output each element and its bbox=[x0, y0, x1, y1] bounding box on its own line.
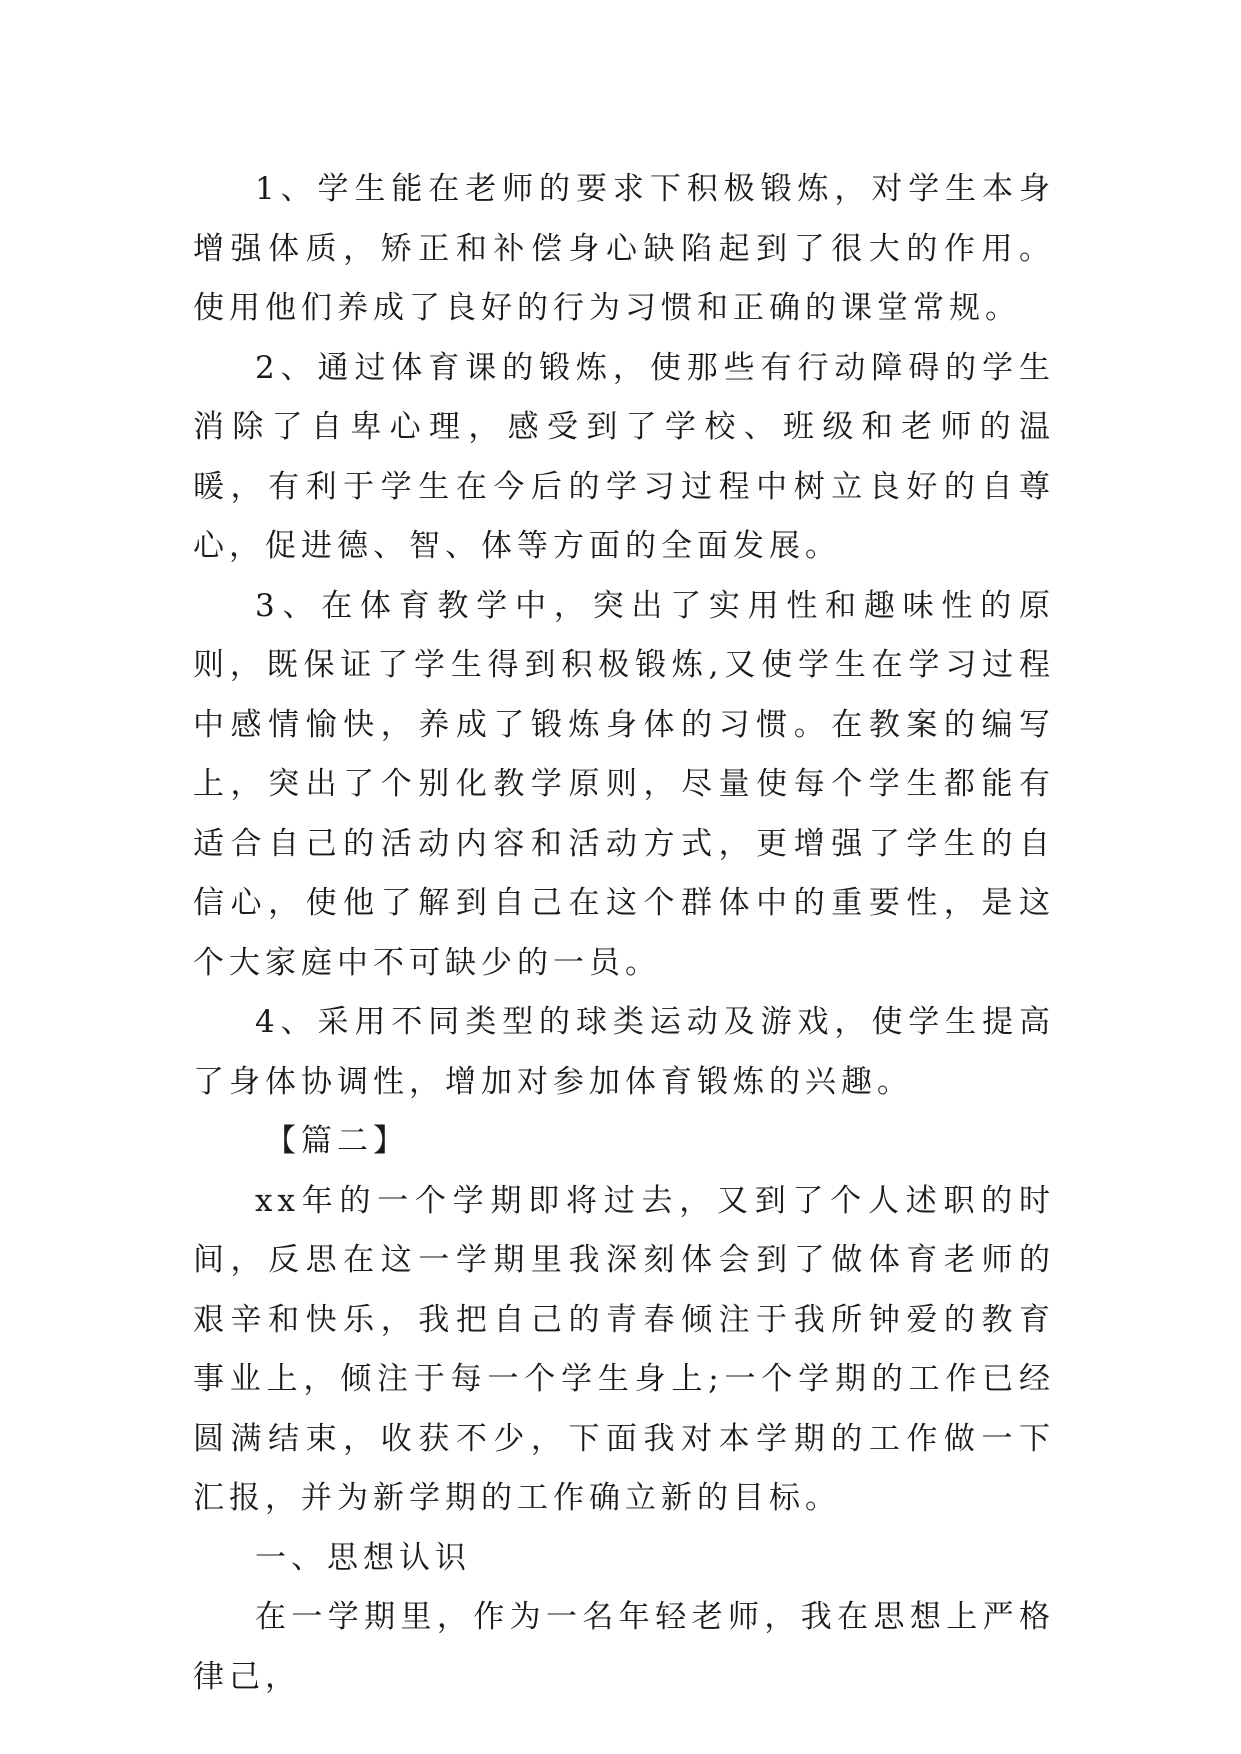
section-heading: 一、思想认识 bbox=[255, 1539, 471, 1576]
intro-paragraph: xx年的一个学期即将过去，又到了个人述职的时间，反思在这一学期里我深刻体会到了做体育老师的艰辛和快乐，我把自己的青春倾注于我所钟爱的教育事业上，倾注于每一个学生身上;一个学期的工作已经圆满结束，收获不少，下面我对本学期的工作做一下汇报，并为新学期的工作确立新的目标。 bbox=[193, 1182, 1055, 1516]
document-body bbox=[193, 160, 1055, 1707]
last-paragraph: 在一学期里，作为一名年轻老师，我在思想上严格律己， bbox=[193, 1599, 1055, 1695]
section-tag: 【篇二】 bbox=[265, 1123, 409, 1159]
paragraph-item-1: 1、学生能在老师的要求下积极锻炼，对学生本身增强体质，矫正和补偿身心缺陷起到了很大的作用。使用他们养成了良好的行为习惯和正确的课堂常规。 bbox=[193, 171, 1055, 326]
paragraph-item-4: 4、采用不同类型的球类运动及游戏，使学生提高了身体协调性，增加对参加体育锻炼的兴趣。 bbox=[193, 1004, 1055, 1100]
paragraph-item-2: 2、通过体育课的锻炼，使那些有行动障碍的学生消除了自卑心理，感受到了学校、班级和老师的温暖，有利于学生在今后的学习过程中树立良好的自尊心，促进德、智、体等方面的全面发展。 bbox=[193, 349, 1055, 564]
paragraph-item-3: 3、在体育教学中，突出了实用性和趣味性的原则，既保证了学生得到积极锻炼,又使学生在学习过程中感情愉快，养成了锻炼身体的习惯。在教案的编写上，突出了个别化教学原则，尽量使每个学生都能有适合自己的活动内容和活动方式，更增强了学生的自信心，使他了解到自己在这个群体中的重要性，是这个大家庭中不可缺少的一员。 bbox=[193, 587, 1055, 981]
